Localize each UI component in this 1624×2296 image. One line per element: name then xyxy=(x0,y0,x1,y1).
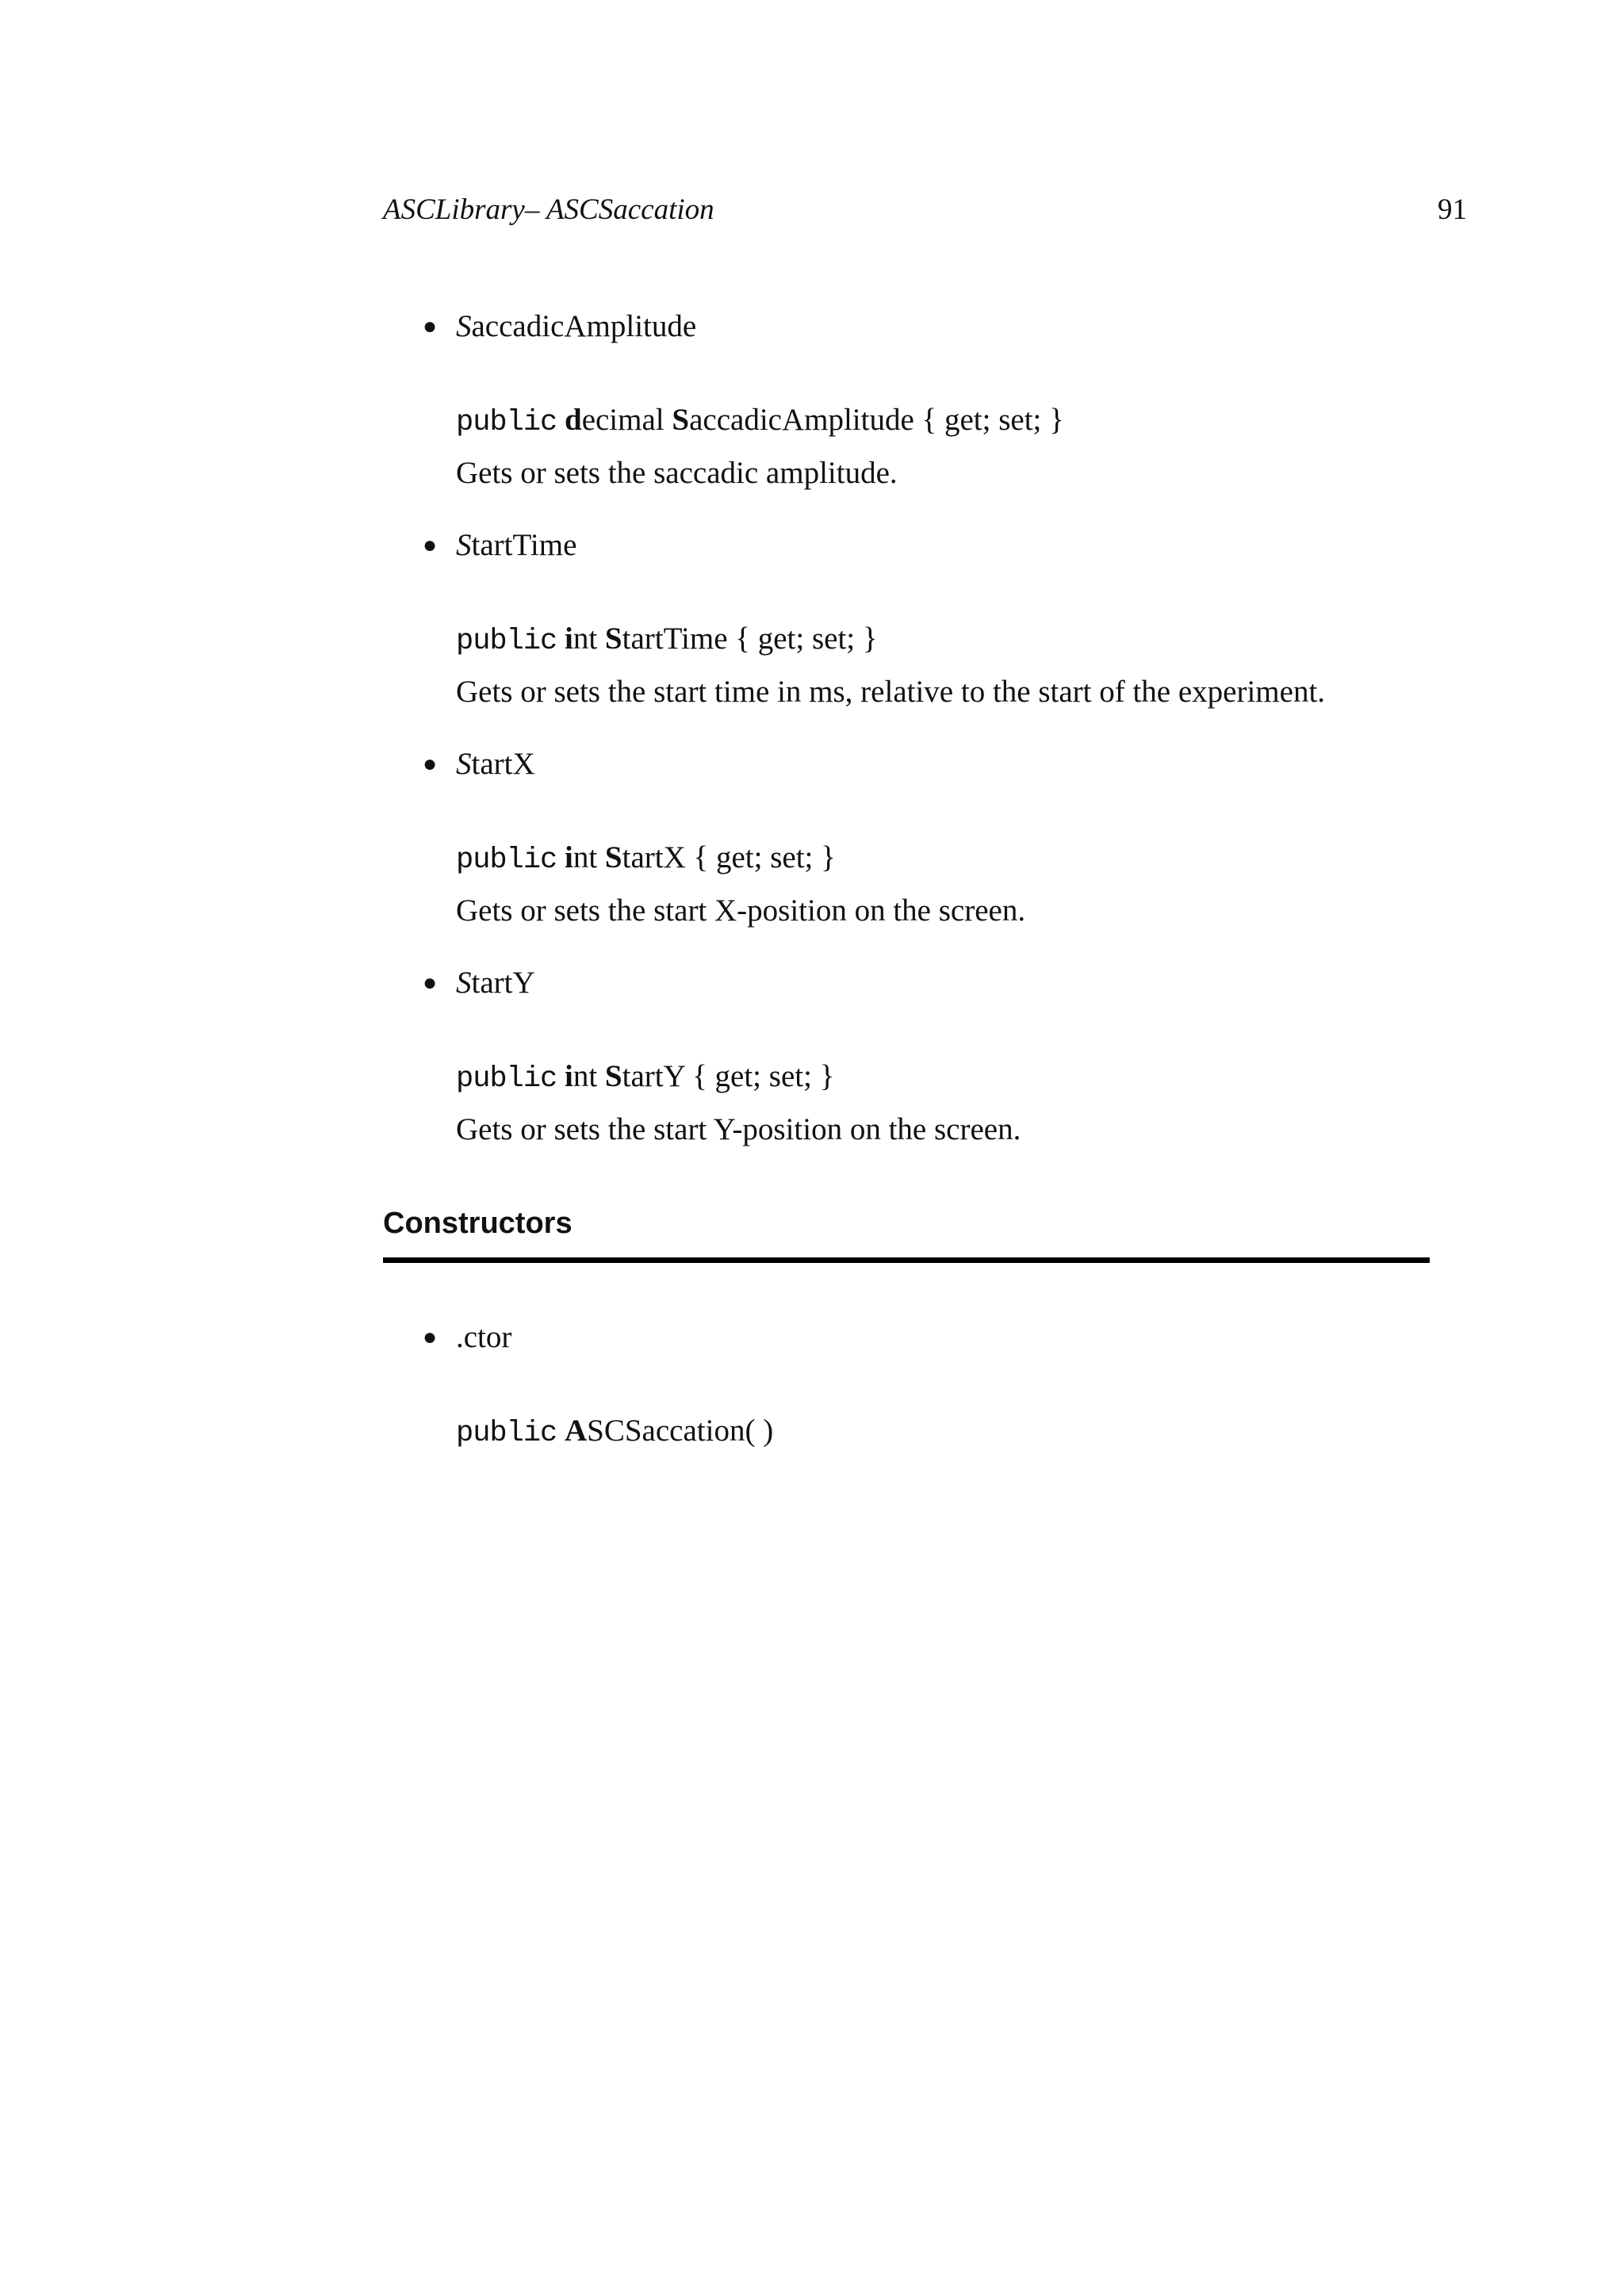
property-signature: public decimal SaccadicAmplitude { get; set; } xyxy=(456,403,1064,439)
property-name: StartX xyxy=(456,747,535,781)
bullet-icon: ● xyxy=(423,532,438,558)
property-signature: public int StartTime { get; set; } xyxy=(456,622,878,658)
bullet-icon: ● xyxy=(423,970,438,996)
section-divider xyxy=(383,1257,1430,1263)
page-number: 91 xyxy=(1438,193,1467,226)
running-title: ASCLibrary– ASCSaccation xyxy=(383,193,714,226)
property-description: Gets or sets the start time in ms, relative to the start of the experiment. xyxy=(456,675,1326,709)
bullet-icon: ● xyxy=(423,313,438,339)
property-signature: public int StartY { get; set; } xyxy=(456,1059,835,1096)
property-name: StartY xyxy=(456,966,535,1000)
section-heading-constructors: Constructors xyxy=(383,1207,573,1240)
property-description: Gets or sets the saccadic amplitude. xyxy=(456,456,898,490)
property-name: SaccadicAmplitude xyxy=(456,309,697,343)
bullet-icon: ● xyxy=(423,751,438,777)
property-signature: public int StartX { get; set; } xyxy=(456,840,836,877)
property-name: StartTime xyxy=(456,528,577,562)
property-description: Gets or sets the start X-position on the screen. xyxy=(456,894,1026,928)
bullet-icon: ● xyxy=(423,1324,438,1350)
constructor-name: .ctor xyxy=(456,1320,512,1354)
property-description: Gets or sets the start Y-position on the screen. xyxy=(456,1112,1021,1146)
constructor-signature: public ASCSaccation( ) xyxy=(456,1414,774,1450)
